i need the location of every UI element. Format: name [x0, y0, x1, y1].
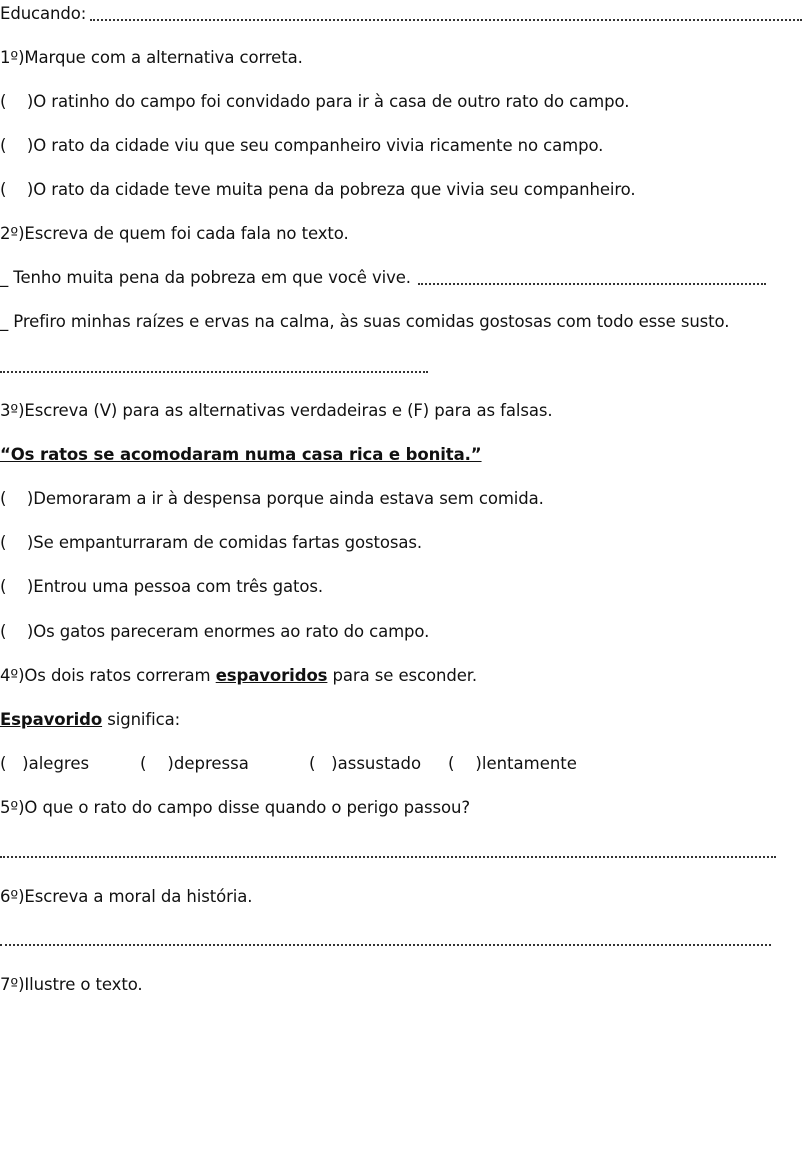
- q2-answer-line-2[interactable]: [0, 371, 428, 373]
- q4-word-suffix: significa:: [102, 710, 181, 729]
- q1-item-3[interactable]: ( )O rato da cidade teve muita pena da pobreza que vivia seu companheiro.: [0, 180, 636, 199]
- q2-answer-line-1[interactable]: [418, 283, 766, 285]
- q4-option-depressa[interactable]: ( )depressa: [140, 754, 249, 773]
- student-name-line[interactable]: [90, 19, 802, 21]
- q2-title: 2º)Escreva de quem foi cada fala no texto.: [0, 224, 349, 243]
- q4-option-assustado[interactable]: ( )assustado: [309, 754, 422, 773]
- q6-answer-line[interactable]: [0, 944, 771, 946]
- q1-item-2[interactable]: ( )O rato da cidade viu que seu companheiro vivia ricamente no campo.: [0, 136, 604, 155]
- q3-item-1[interactable]: ( )Demoraram a ir à despensa porque ainda estava sem comida.: [0, 489, 544, 508]
- q7-title: 7º)Ilustre o texto.: [0, 975, 143, 994]
- q4-option-alegres[interactable]: ( )alegres: [0, 754, 90, 773]
- q3-quote: “Os ratos se acomodaram numa casa rica e bonita.”: [0, 445, 482, 464]
- q2-quote-1: _ Tenho muita pena da pobreza em que você vive.: [0, 268, 411, 287]
- q1-item-1[interactable]: ( )O ratinho do campo foi convidado para ir à casa de outro rato do campo.: [0, 92, 630, 111]
- q3-item-2[interactable]: ( )Se empanturraram de comidas fartas gostosas.: [0, 533, 423, 552]
- q4-title: [0, 666, 477, 686]
- q5-title: 5º)O que o rato do campo disse quando o perigo passou?: [0, 798, 470, 817]
- q3-title: 3º)Escreva (V) para as alternativas verdadeiras e (F) para as falsas.: [0, 401, 553, 420]
- q5-answer-line[interactable]: [0, 856, 776, 858]
- q4-title-after: para se esconder.: [327, 666, 478, 685]
- q3-item-3[interactable]: ( )Entrou uma pessoa com três gatos.: [0, 577, 324, 596]
- q4-word: Espavorido: [0, 710, 103, 729]
- q1-title: 1º)Marque com a alternativa correta.: [0, 48, 303, 67]
- q4-title-word: espavoridos: [215, 666, 328, 685]
- q4-title-before: 4º)Os dois ratos correram: [0, 666, 216, 685]
- q2-quote-2: _ Prefiro minhas raízes e ervas na calma, às suas comidas gostosas com todo esse susto.: [0, 312, 730, 331]
- q6-title: 6º)Escreva a moral da história.: [0, 887, 253, 906]
- q4-definition: [0, 710, 180, 730]
- q3-item-4[interactable]: ( )Os gatos pareceram enormes ao rato do campo.: [0, 622, 430, 641]
- q4-option-lentamente[interactable]: ( )lentamente: [448, 754, 577, 773]
- student-name-label: Educando:: [0, 4, 87, 23]
